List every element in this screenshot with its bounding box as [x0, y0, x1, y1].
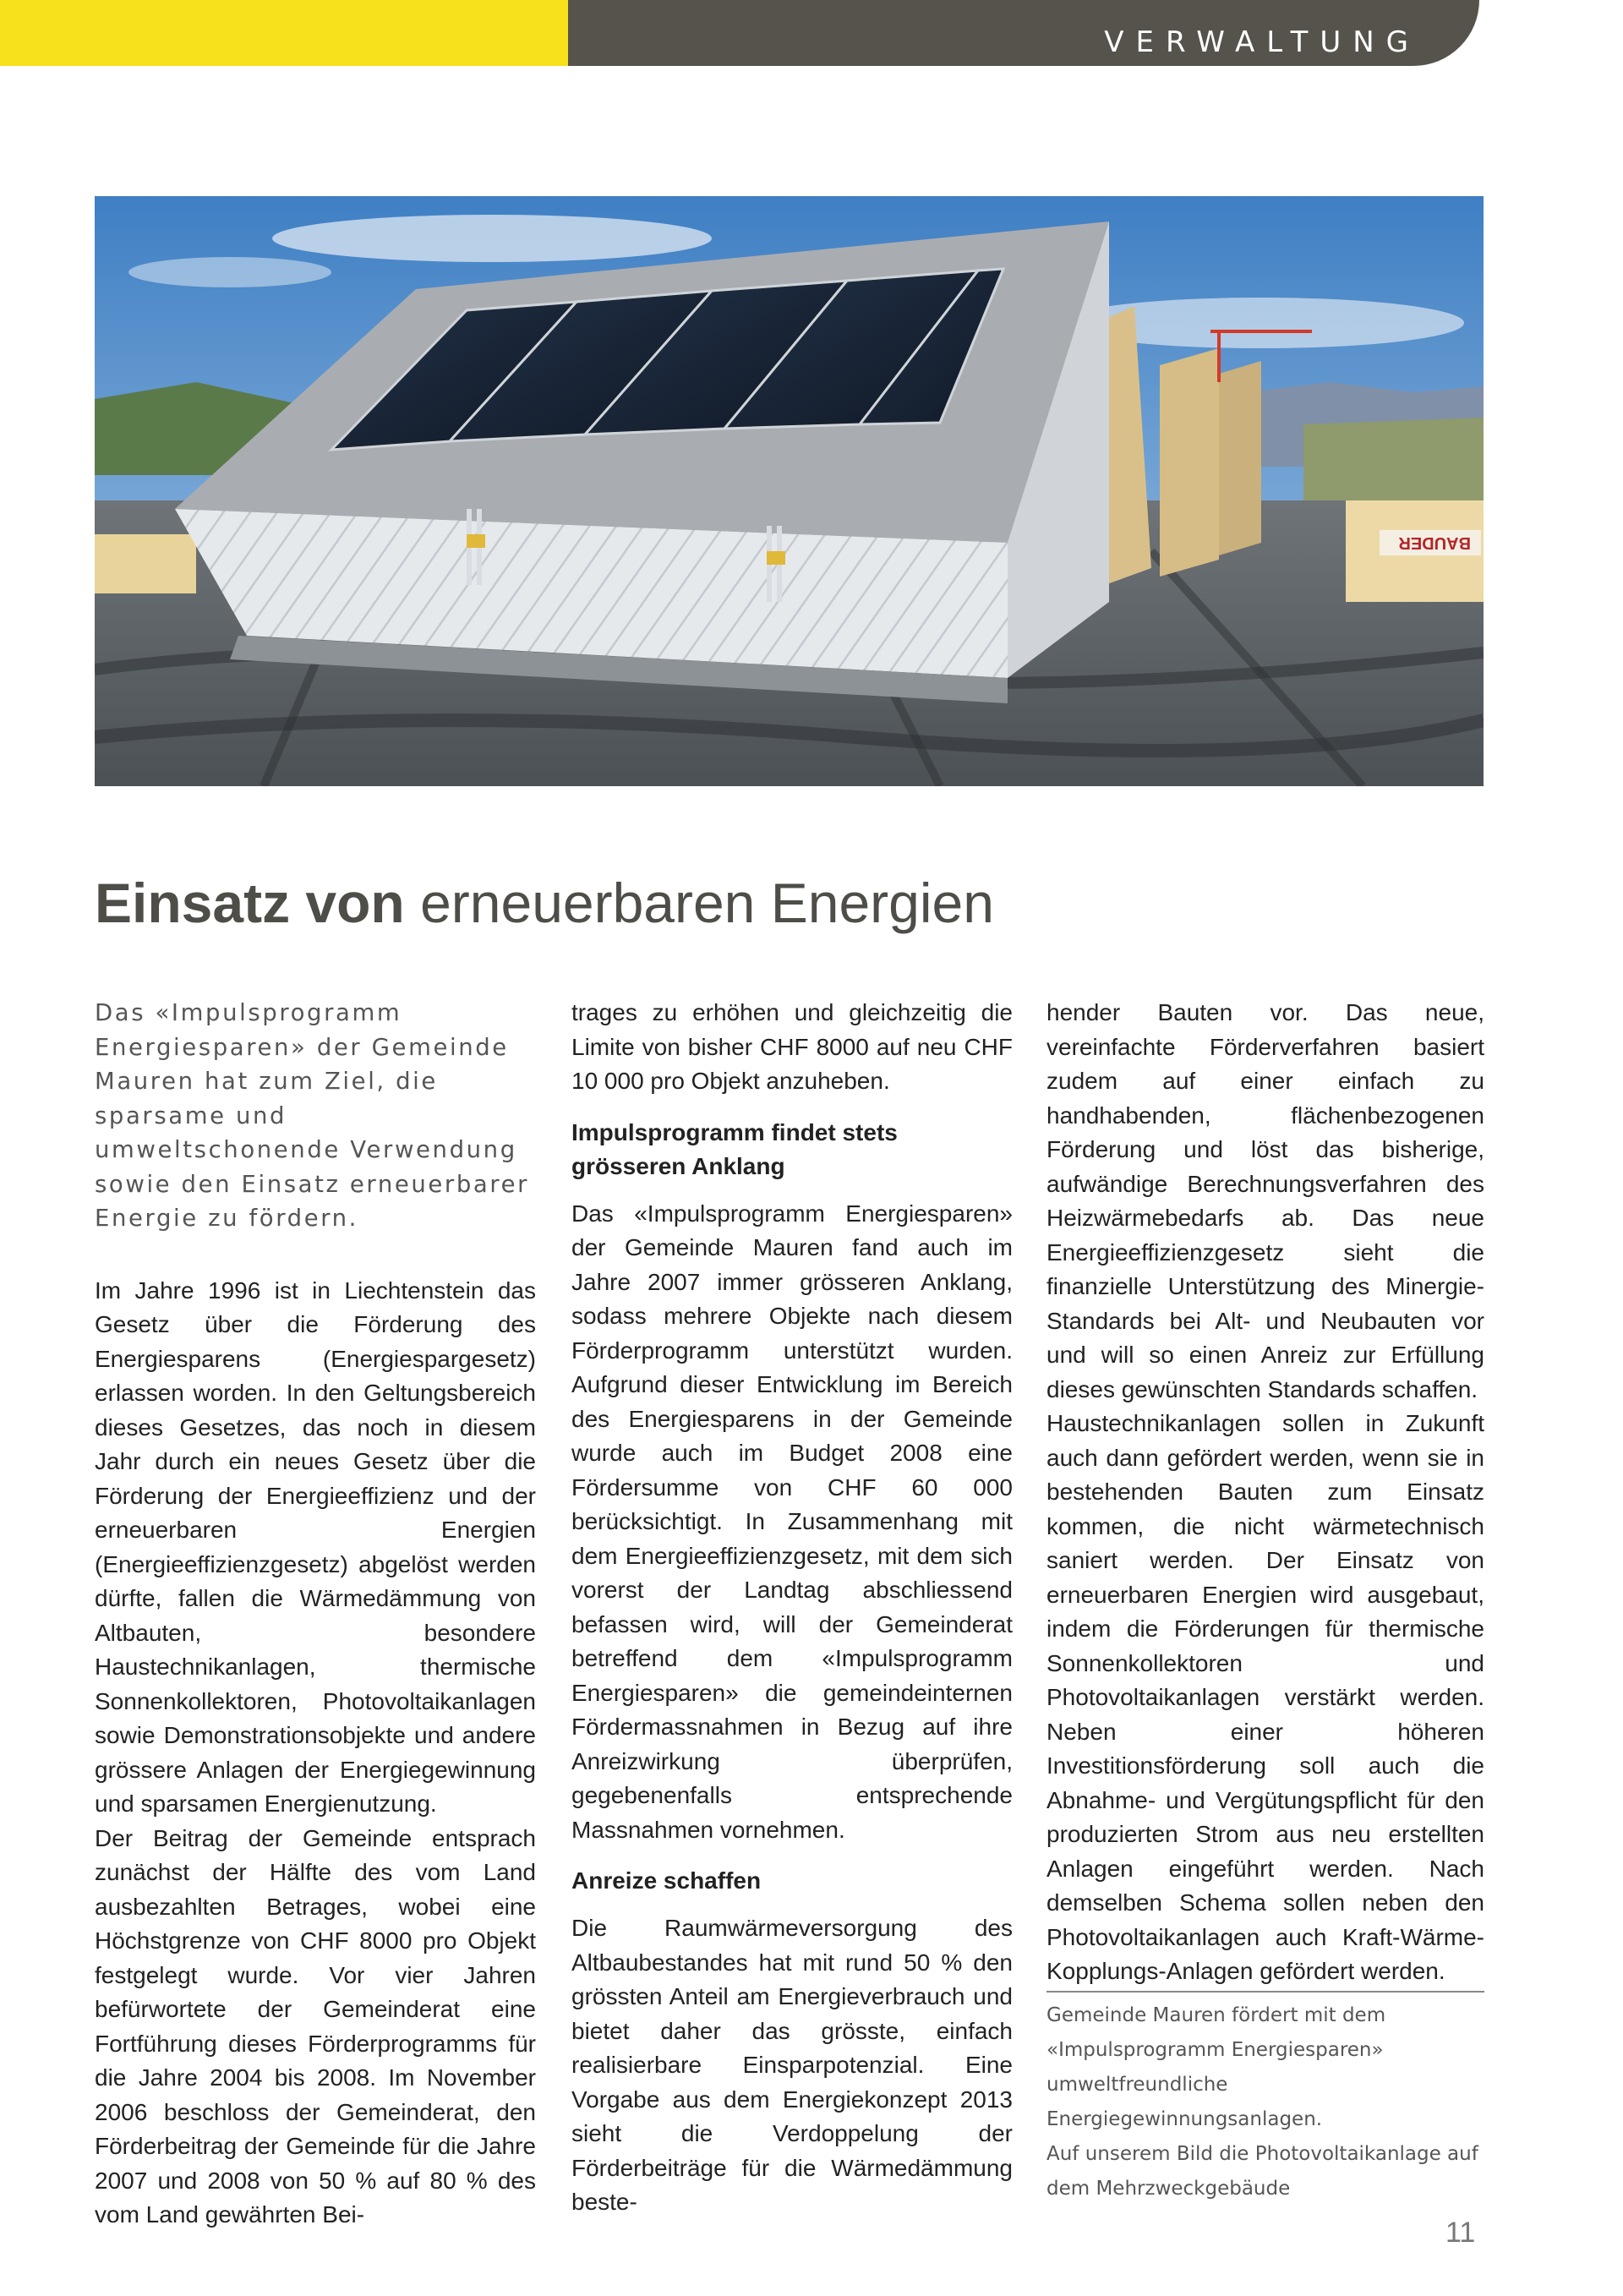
text-column-3	[1046, 996, 1484, 1989]
section-label: VERWALTUNG	[1104, 25, 1420, 59]
paragraph: Im Jahre 1996 ist in Liechtenstein das Gesetz über die Förderung des Energiesparens (Energiespargesetz) erlassen worden. In den Geltungsbereich dieses Gesetzes, das noch in diesem Jahr durch ein neues Gesetz über die Förderung der Energieeffizienz und der erneuerbaren Energien (Energieeffizienzgesetz) abgelöst werden dürfte, fallen die Wärmedämmung von Altbauten, besondere Haustechnikanlagen, thermische Sonnenkollektoren, Photovoltaikanlagen sowie Demonstrationsobjekte und andere grössere Anlagen der Energiegewinnung und sparsamen Energienutzung.	[95, 1276, 536, 1817]
paragraph: Das «Impulsprogramm Energiesparen» der Gemeinde Mauren fand auch im Jahre 2007 immer grösseren Anklang, sodass mehrere Objekte nach diesem Förderprogramm unterstützt wurden. Aufgrund dieser Entwicklung im Bereich des Energiesparens in der Gemeinde wurde auch im Budget 2008 eine Fördersumme von CHF 60 000 berücksichtigt. In Zusammenhang mit dem Energieeffizienzgesetz, mit dem sich vorerst der Landtag abschliessend befassen wird, will der Gemeinderat betreffend dem «Impulsprogramm Energiesparen» die gemeindeinternen Fördermassnahmen in Bezug auf ihre Anreizwirkung überprüfen, gegebenenfalls entsprechende Massnahmen vornehmen.	[571, 1200, 1013, 1843]
text-column-1	[95, 996, 536, 2233]
caption-line: Gemeinde Mauren fördert mit dem «Impulsprogramm Energiesparen» umweltfreundliche Energiegewinnungsanlagen.	[1046, 2004, 1386, 2130]
solar-roof-photo	[95, 196, 1484, 786]
title-bold: Einsatz von	[95, 872, 405, 934]
paragraph: Der Beitrag der Gemeinde entsprach zunächst der Hälfte des vom Land ausbezahlten Betrages, wobei eine Höchstgrenze von CHF 8000 pro Objekt festgelegt wurde. Vor vier Jahren befürwortete der Gemeinderat eine Fortführung dieses Förderprogramms für die Jahre 2004 bis 2008. Im November 2006 beschloss der Gemeinderat, den Förderbeitrag der Gemeinde für die Jahre 2007 und 2008 von 50 % auf 80 % des vom Land gewährten Bei-	[95, 1824, 536, 2228]
paragraph: hender Bauten vor. Das neue, vereinfachte Förderverfahren basiert zudem auf einer einfach zu handhabenden, flächenbezogenen Förderung und löst das bisherige, aufwändige Berechnungsverfahren des Heizwärmebedarfs ab. Das neue Energieeffizienzgesetz sieht die finanzielle Unterstützung des Minergie-Standards bei Alt- und Neubauten vor und will so einen Anreiz zur Erfüllung dieses gewünschten Standards schaffen.	[1046, 999, 1484, 1402]
lead-paragraph: Das «Impulsprogramm Energiesparen» der Gemeinde Mauren hat zum Ziel, die sparsame und umweltschonende Verwendung sowie den Einsatz erneuerbarer Energie zu fördern.	[95, 999, 530, 1232]
subheading: Anreize schaffen	[571, 1867, 762, 1894]
header-section-bar	[568, 0, 1479, 66]
paragraph: Haustechnikanlagen sollen in Zukunft auch dann gefördert werden, wenn sie in bestehenden Bauten zum Einsatz kommen, die nicht wärmetechnisch saniert werden. Der Einsatz von erneuerbaren Energien wird ausgebaut, indem die Förderungen für thermische Sonnenkollektoren und Photovoltaikanlagen verstärkt werden. Neben einer höheren Investitionsförderung soll auch die Abnahme- und Vergütungspflicht für den produzierten Strom aus neu erstellten Anlagen eingeführt werden. Nach demselben Schema sollen neben den Photovoltaikanlagen auch Kraft-Wärme-Kopplungs-Anlagen gefördert werden.	[1046, 1410, 1484, 1984]
text-column-2	[571, 996, 1013, 2220]
page-number: 11	[1445, 2217, 1476, 2249]
caption-divider	[1046, 1991, 1484, 1993]
paragraph: trages zu erhöhen und gleichzeitig die Limite von bisher CHF 8000 auf neu CHF 10 000 pro Objekt anzuheben.	[571, 999, 1013, 1094]
photo-sign-text: BAUDER	[1398, 533, 1471, 552]
header-accent-bar	[0, 0, 568, 66]
subheading: Impulsprogramm findet stets grösseren Anklang	[571, 1118, 898, 1179]
photo-caption	[1046, 1998, 1484, 2206]
caption-line: Auf unserem Bild die Photovoltaikanlage auf dem Mehrzweckgebäude	[1046, 2143, 1478, 2200]
paragraph: Die Raumwärmeversorgung des Altbaubestandes hat mit rund 50 % den grössten Anteil am Energieverbrauch und bietet daher das grösste, einfach realisierbare Einsparpotenzial. Eine Vorgabe aus dem Energiekonzept 2013 sieht die Verdoppelung der Förderbeiträge für die Wärmedämmung beste-	[571, 1915, 1013, 2215]
article-title	[95, 871, 994, 935]
title-light: erneuerbaren Energien	[420, 872, 994, 934]
